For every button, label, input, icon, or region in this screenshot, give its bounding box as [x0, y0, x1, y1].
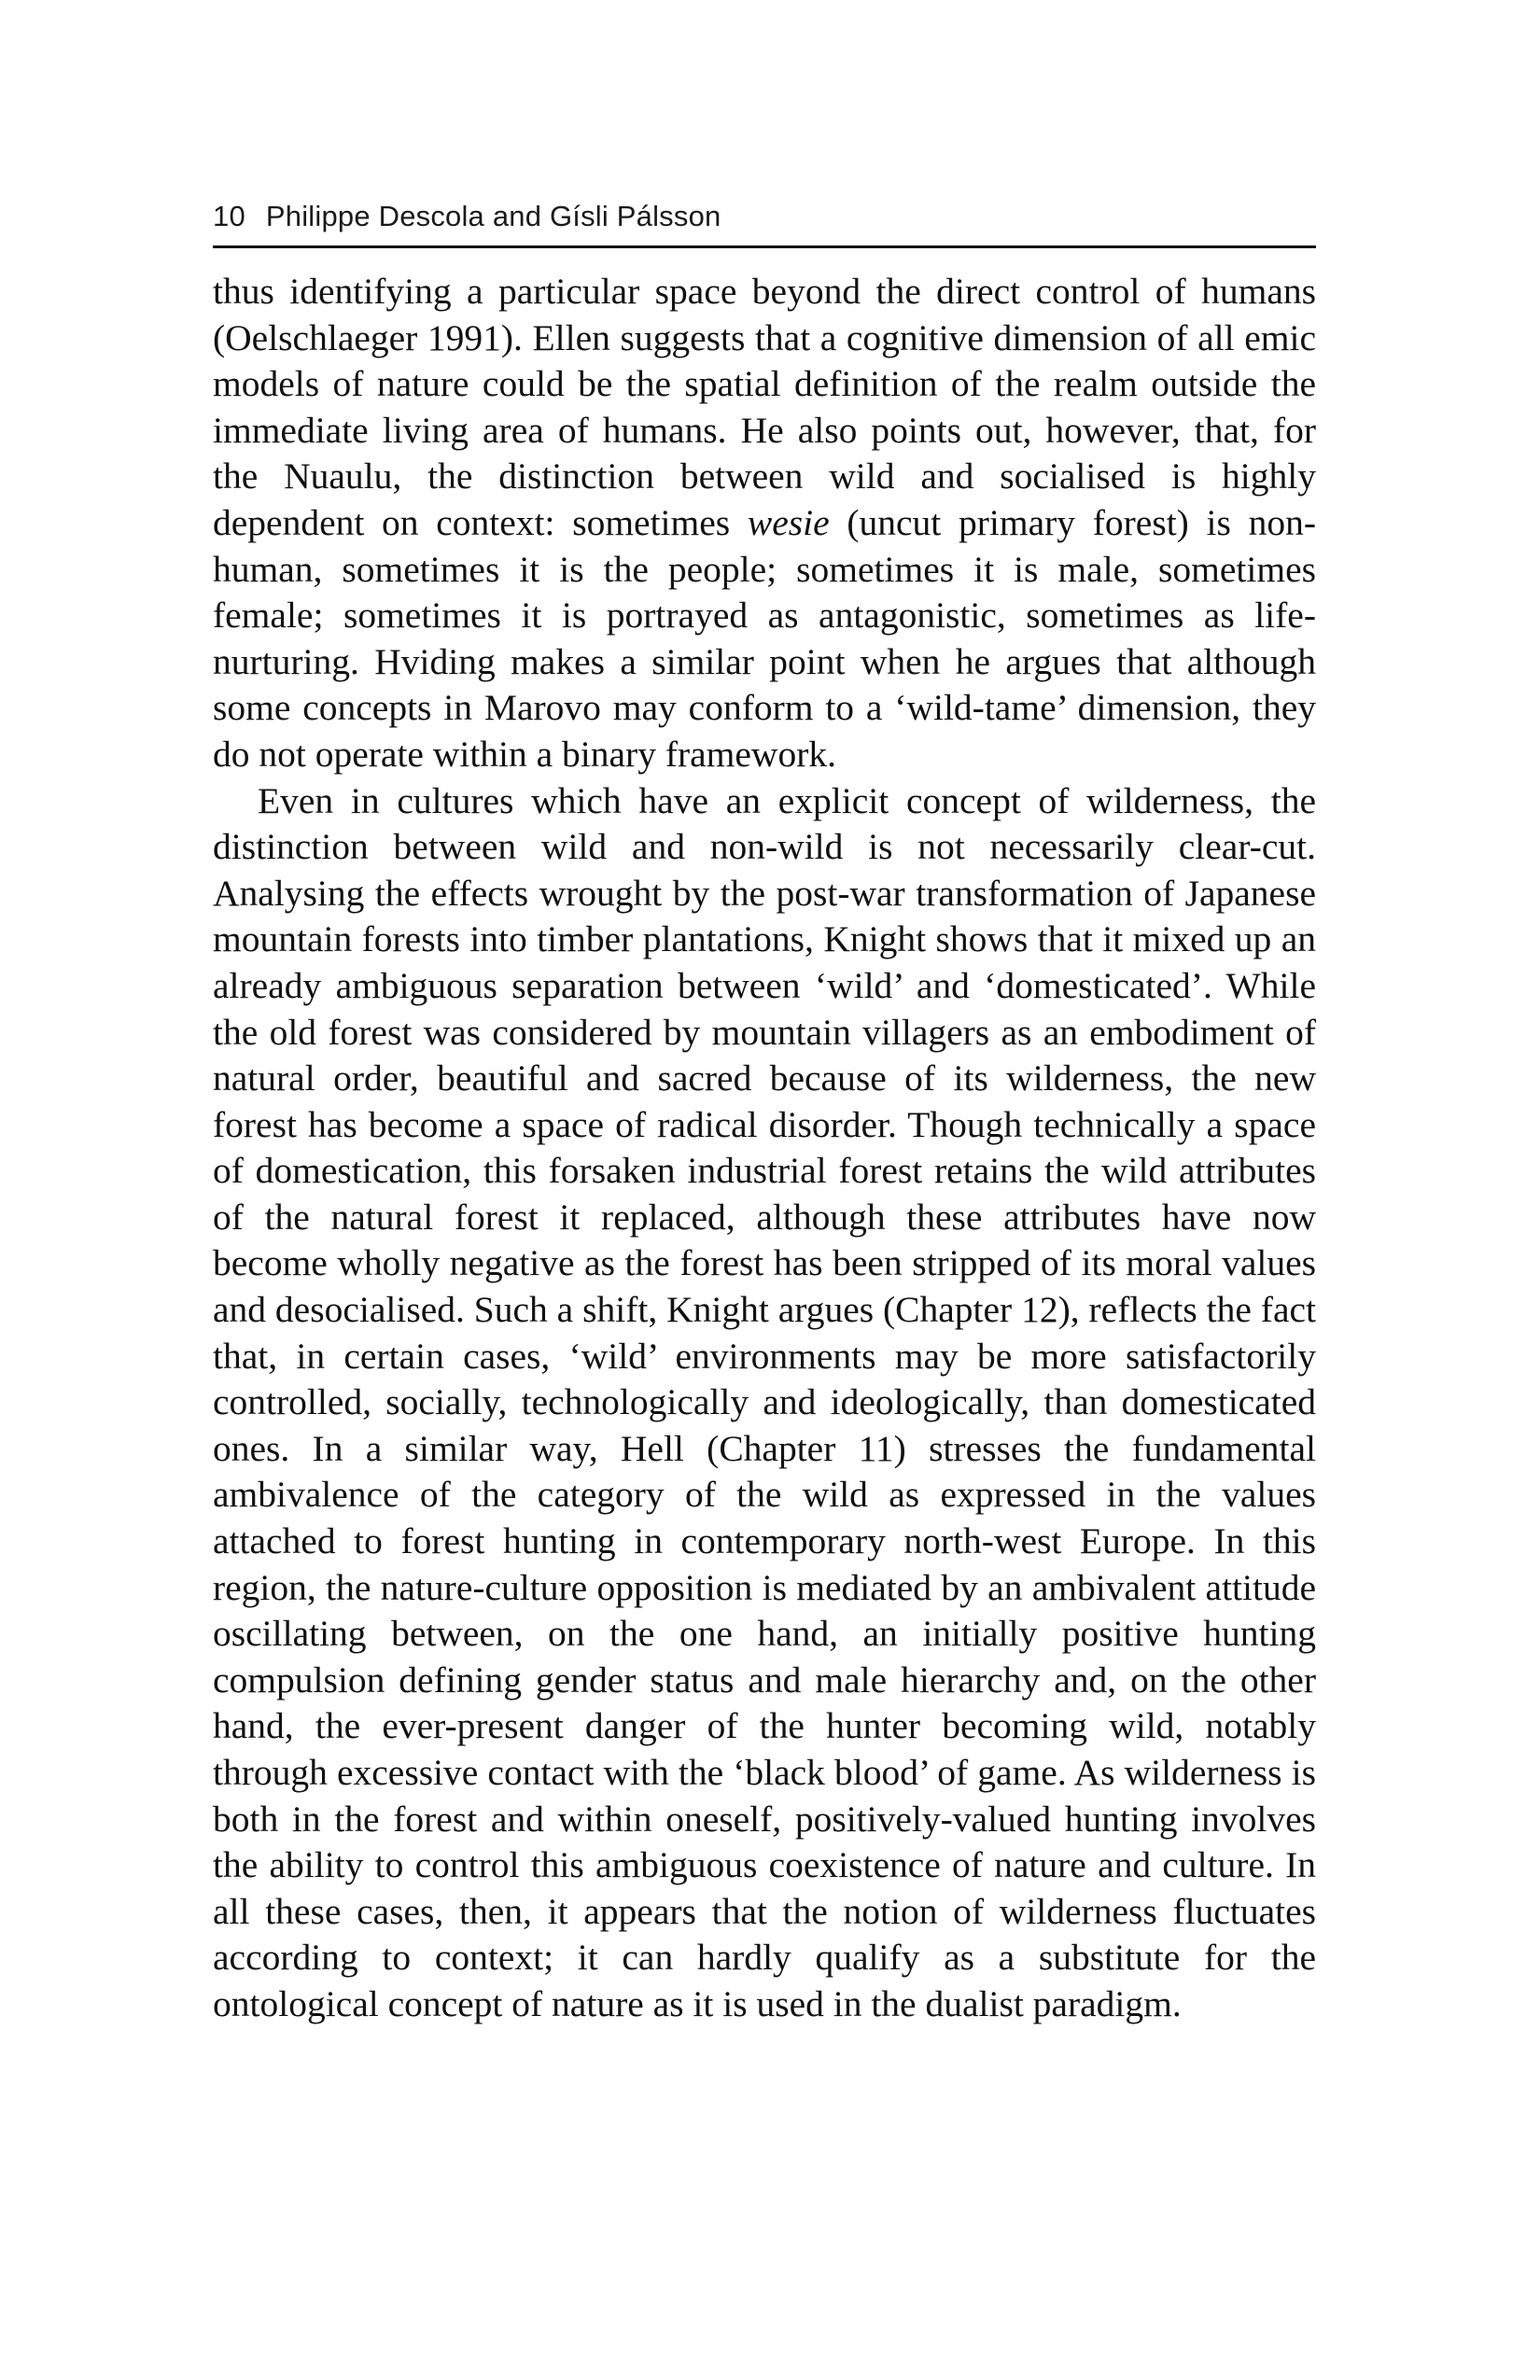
book-page	[213, 196, 1316, 2028]
italic-term-wesie: wesie	[747, 501, 830, 543]
paragraph-wilderness: Even in cultures which have an explicit concept of wilderness, the distinction between wild and non-wild is not necessarily clear-cut. Analysing the effects wrought by the post-war transformation of Japanese mountain forests into timber plantations, Knight shows that it mixed up an already ambiguous separation between ‘wild’ and ‘domesticated’. While the old forest was considered by mountain villagers as an embodiment of natural order, beautiful and sacred because of its wilderness, the new forest has become a space of radical disorder. Though technically a space of domestication, this forsaken industrial forest retains the wild attributes of the natural forest it replaced, although these attributes have now become wholly negative as the forest has been stripped of its moral values and desocialised. Such a shift, Knight argues (Chapter 12), reflects the fact that, in certain cases, ‘wild’ environments may be more satisfactorily controlled, socially, technologically and ideologically, than domesticated ones. In a similar way, Hell (Chapter 11) stresses the fundamental ambivalence of the category of the wild as expressed in the values attached to forest hunting in contemporary north-west Europe. In this region, the nature-culture opposition is mediated by an ambivalent attitude oscillating between, on the one hand, an initially positive hunting compulsion defining gender status and male hierarchy and, on the other hand, the ever-present danger of the hunter becoming wild, notably through excessive contact with the ‘black blood’ of game. As wilderness is both in the forest and within oneself, positively-valued hunting involves the ability to control this ambiguous coexistence of nature and culture. In all these cases, then, it appears that the notion of wilderness fluctuates according to context; it can hardly qualify as a substitute for the ontological concept of nature as it is used in the dualist paradigm.	[213, 779, 1316, 2024]
paragraph-continued	[213, 269, 1316, 778]
running-head	[213, 196, 1316, 237]
page-number: 10	[213, 200, 245, 232]
paragraph-1-text-a: thus identifying a particular space beyond the direct control of humans (Oelschlaeger 1991). Ellen suggests that a cognitive dimension of all emic models of nature could be the spatial definition of the realm outside the immediate living area of humans. He also points out, however, that, for the Nuaulu, the distinction between wild and socialised is highly dependent on context: sometimes	[213, 271, 1316, 543]
running-head-authors: Philippe Descola and Gísli Pálsson	[265, 200, 721, 232]
body-text	[213, 269, 1316, 2028]
header-rule	[213, 245, 1316, 248]
paragraph-1-text-b: (uncut primary forest) is non-human, sometimes it is the people; sometimes it is male, sometimes female; sometimes it is portrayed as antagonistic, sometimes as life-nurturing. Hviding makes a similar point when he argues that although some concepts in Marovo may conform to a ‘wild-tame’ dimension, they do not operate within a binary framework.	[213, 501, 1316, 775]
